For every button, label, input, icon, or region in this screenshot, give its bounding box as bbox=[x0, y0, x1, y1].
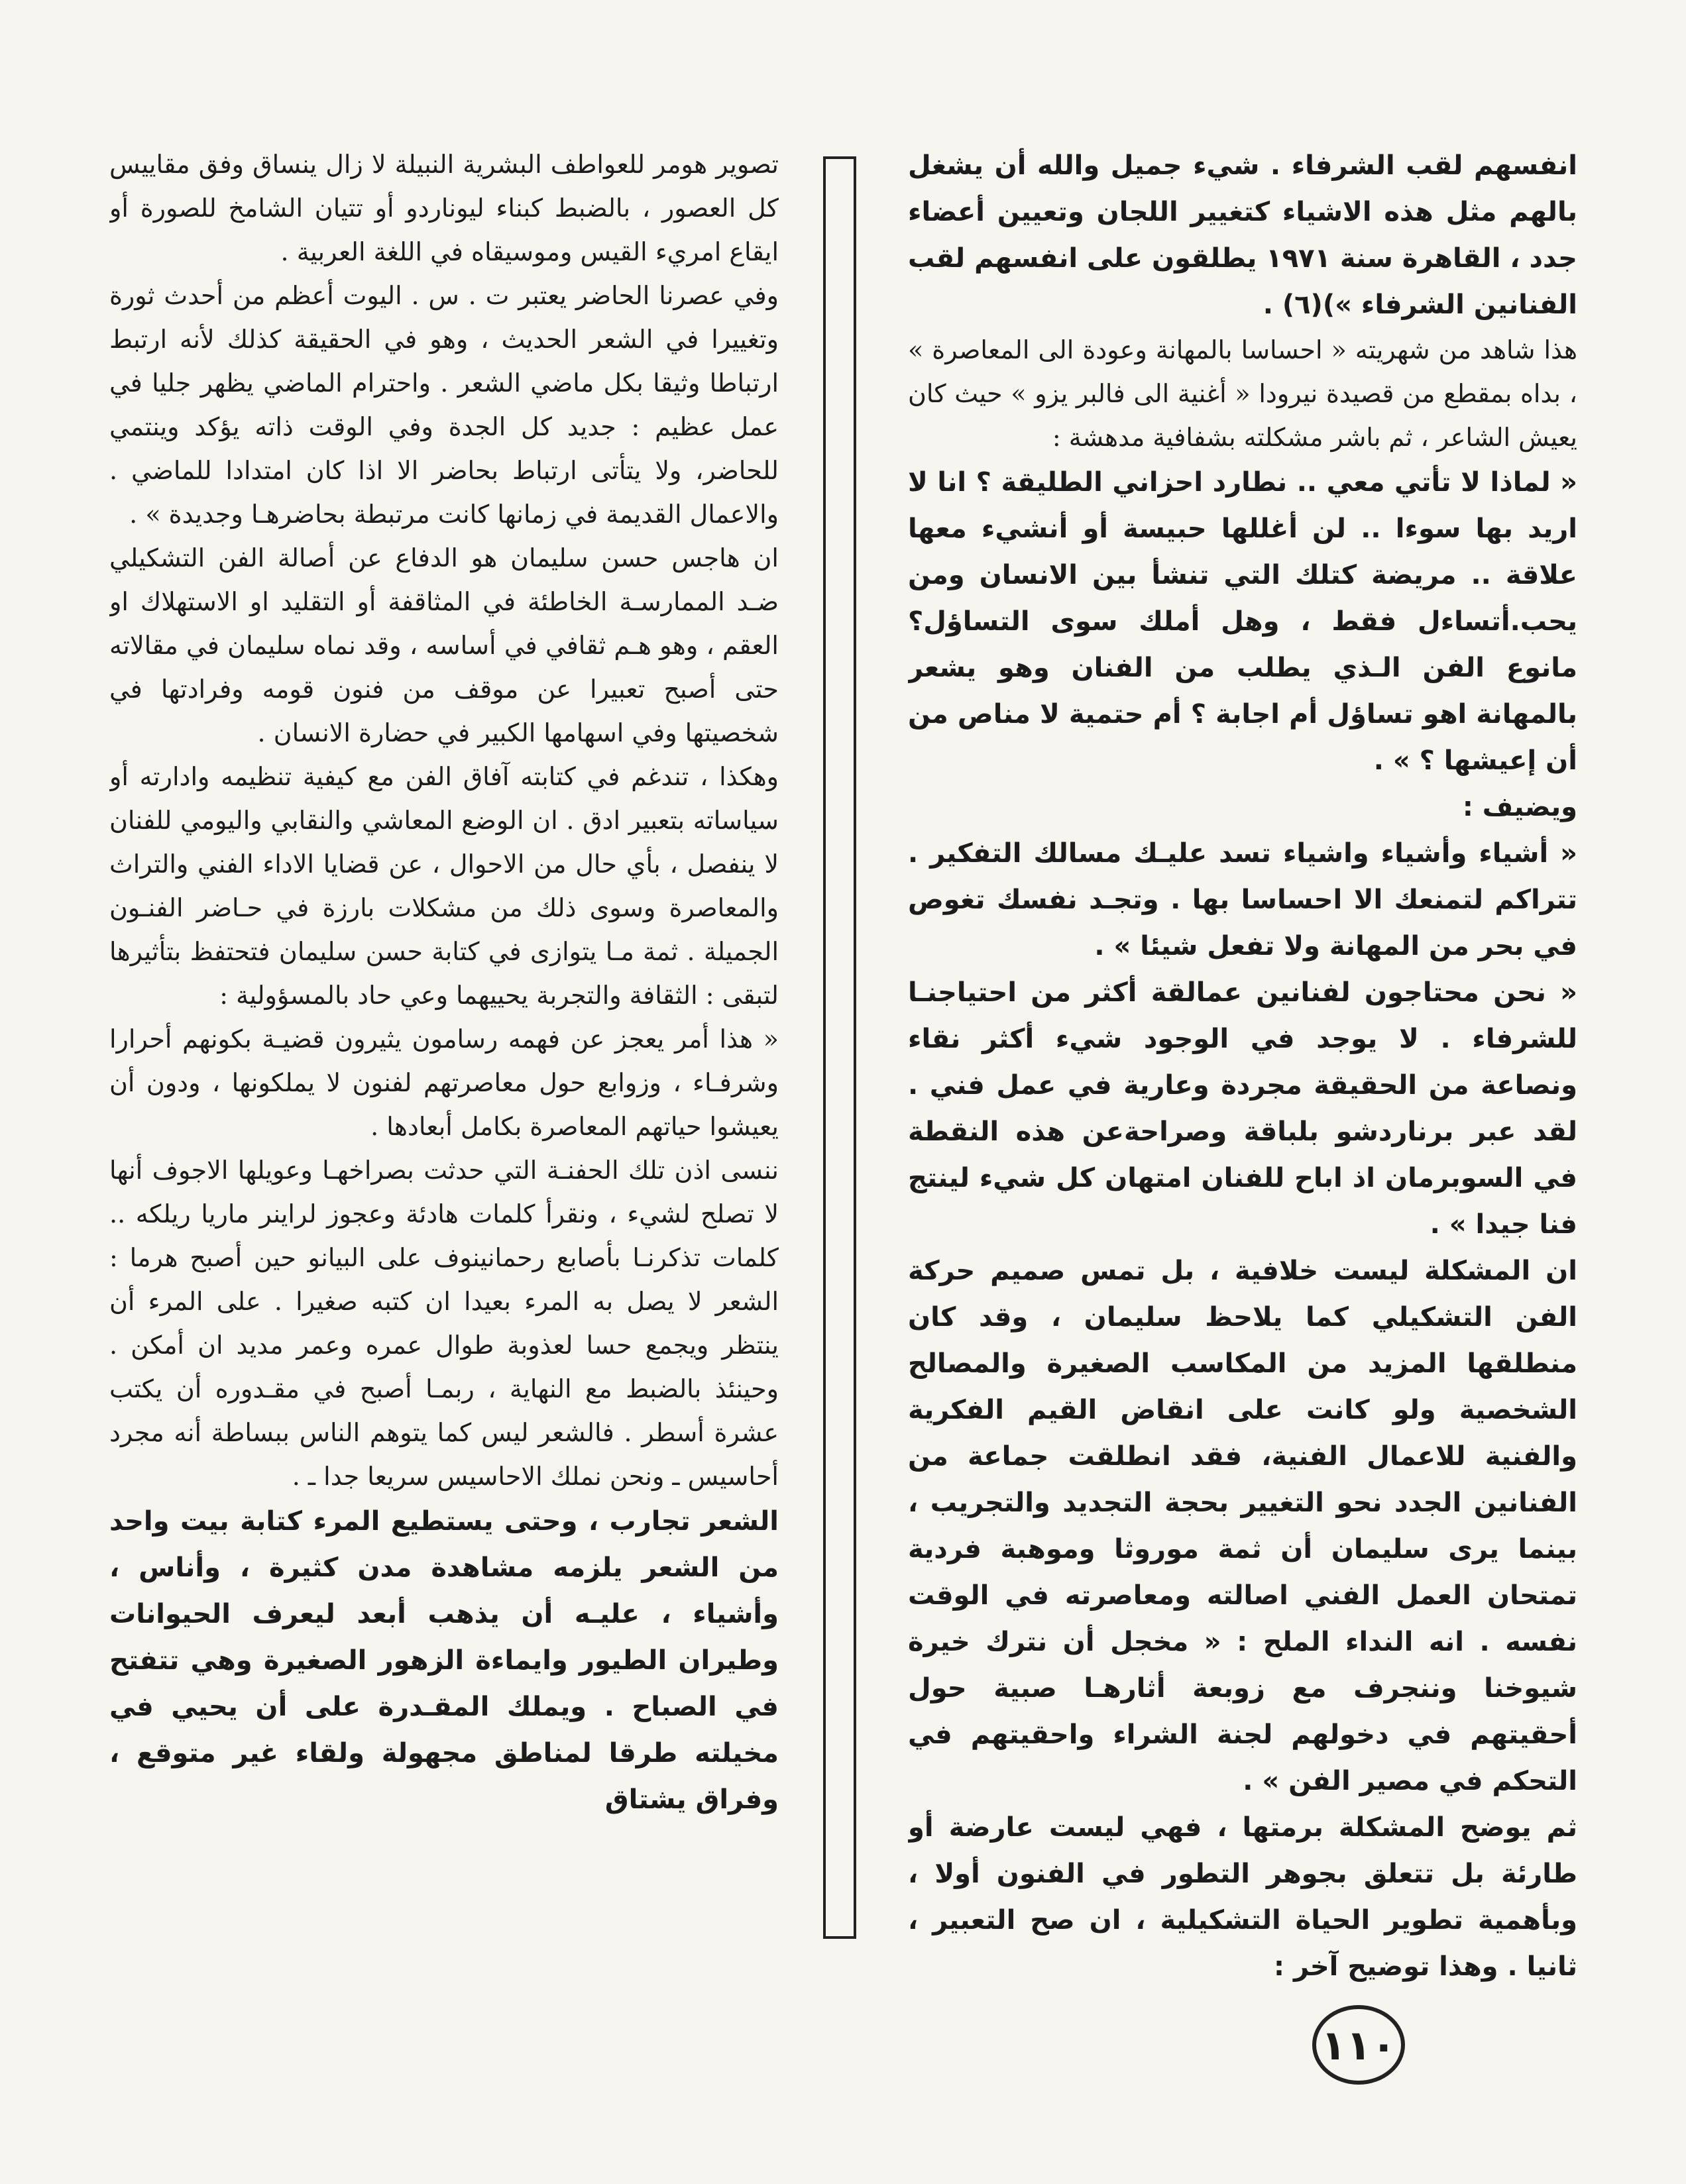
paragraph: ويضيف : bbox=[1462, 792, 1577, 822]
column-divider-bar bbox=[823, 156, 856, 1939]
paragraph: « أشياء وأشياء واشياء تسد عليـك مسالك التفكير . تتراكم لتمنعك الا احساسا بها . وتجـد نفسك تغوص في بحر من المهانة ولا تفعل شيئا » . bbox=[908, 838, 1577, 961]
paragraph: ثم يوضح المشكلة برمتها ، فهي ليست عارضة أو طارئة بل تتعلق بجوهر التطور في الفنون أولا ، وبأهمية تطوير الحياة التشكيلية ، ان صح التعبير ، ثانيا . وهذا توضيح آخر : bbox=[908, 1812, 1577, 1982]
paragraph: هذا شاهد من شهريته « احساسا بالمهانة وعودة الى المعاصرة » ، بداه بمقطع من قصيدة نيرودا « أغنية الى فالبر يزو » حيث كان يعيش الشاعر ، ثم باشر مشكلته بشفافية مدهشة : bbox=[908, 335, 1577, 452]
paragraph: ننسى اذن تلك الحفنـة التي حدثت بصراخهـا وعويلها الاجوف أنها لا تصلح لشيء ، ونقرأ كلمات هادئة وعجوز لراينر ماريا ريلكه .. كلمات تذكرنـا بأصابع رحمانينوف على البيانو حين أصبح هرما : الشعر لا يصل به المرء بعيدا ان كتبه صغيرا . على المرء أن ينتظر ويجمع حسا لعذوبة طوال عمره وعمر مديد ان أمكن . وحينئذ بالضبط مع النهاية ، ربمـا أصبح في مقـدوره أن يكتب عشرة أسطر . فالشعر ليس كما يتوهم الناس ببساطة أنه مجرد أحاسيس ـ ونحن نملك الاحاسيس سريعا جدا ـ . bbox=[109, 1156, 779, 1491]
paragraph: « هذا أمر يعجز عن فهمه رسامون يثيرون قضيـة بكونهم أحرارا وشرفـاء ، وزوابع حول معاصرتهم لفنون لا يملكونها ، ودون أن يعيشوا حياتهم المعاصرة بكامل أبعادها . bbox=[109, 1024, 779, 1141]
paragraph: « لماذا لا تأتي معي .. نطارد احزاني الطليقة ؟ انا لا اريد بها سوءا .. لن أغللها حبيسة أو أنشيء معها علاقة .. مريضة كتلك التي تنشأ بين الانسان ومن يحب.أتساءل فقط ، وهل أملك سوى التساؤل؟ مانوع الفن الـذي يطلب من الفنان وهو يشعر بالمهانة اهو تساؤل أم اجابة ؟ أم حتمية لا مناص من أن إعيشها ؟ » . bbox=[908, 467, 1577, 776]
paragraph: وهكذا ، تندغم في كتابته آفاق الفن مع كيفية تنظيمه وادارته أو سياساته بتعبير ادق . ان الوضع المعاشي والنقابي واليومي للفنان لا ينفصل ، بأي حال من الاحوال ، عن قضايا الاداء الفني والتراث والمعاصرة وسوى ذلك من مشكلات بارزة في حـاضر الفنـون الجميلة . ثمة مـا يتوازى في كتابة حسن سليمان فتحتفظ بتأثيرها لتبقى : الثقافة والتجربة يحييهما وعي حاد بالمسؤولية : bbox=[109, 762, 779, 1010]
paragraph: « نحن محتاجون لفنانين عمالقة أكثر من احتياجنـا للشرفاء . لا يوجد في الوجود شيء أكثر نقاء ونصاعة من الحقيقة مجردة وعارية في عمل فني . لقد عبر برناردشو بلباقة وصراحةعن هذه النقطة في السوبرمان اذ اباح للفنان امتهان كل شيء لينتج فنا جيدا » . bbox=[908, 977, 1577, 1240]
paragraph: وفي عصرنا الحاضر يعتبر ت . س . اليوت أعظم من أحدث ثورة وتغييرا في الشعر الحديث ، وهو في الحقيقة كذلك لأنه ارتبط ارتباطا وثيقا بكل ماضي الشعر . واحترام الماضي يظهر جليا في عمل عظيم : جديد كل الجدة وفي الوقت ذاته يؤكد وينتمي للحاضر، ولا يتأتى ارتباط بحاضر الا اذا كان امتدادا للماضي . والاعمال القديمة في زمانها كانت مرتبطة بحاضرهـا وجديدة » . bbox=[109, 281, 779, 529]
right-text-column bbox=[908, 142, 1577, 1998]
paragraph: تصوير هومر للعواطف البشرية النبيلة لا زال ينساق وفق مقاييس كل العصور ، بالضبط كبناء ليوناردو أو تتيان الشامخ للصورة أو ايقاع امريء القيس وموسيقاه في اللغة العربية . bbox=[109, 150, 779, 266]
paragraph: الشعر تجارب ، وحتى يستطيع المرء كتابة بيت واحد من الشعر يلزمه مشاهدة مدن كثيرة ، وأناس ، وأشياء ، عليـه أن يذهب أبعد ليعرف الحيوانات وطيران الطيور وايماءة الزهور الصغيرة وهي تتفتح في الصباح . ويملك المقـدرة على أن يحيي في مخيلته طرقا لمناطق مجهولة ولقاء غير متوقع ، وفراق يشتاق bbox=[109, 1506, 779, 1815]
paragraph: انفسهم لقب الشرفاء . شيء جميل والله أن يشغل بالهم مثل هذه الاشياء كتغيير اللجان وتعيين أعضاء جدد ، القاهرة سنة ١٩٧١ يطلقون على انفسهم لقب الفنانين الشرفاء »)(٦) . bbox=[908, 150, 1577, 320]
paragraph: ان هاجس حسن سليمان هو الدفاع عن أصالة الفن التشكيلي ضـد الممارسـة الخاطئة في المثاقفة أو التقليد او الاستهلاك او العقم ، وهو هـم ثقافي في أساسه ، وقد نماه سليمان في مقالاته حتى أصبح تعبيرا عن موقف من فنون قومه وفرادتها في شخصيتها وفي اسهامها الكبير في حضارة الانسان . bbox=[109, 543, 779, 747]
page-number-circle: ١١٠ bbox=[1312, 2005, 1405, 2085]
left-text-column bbox=[109, 142, 779, 1998]
paragraph: ان المشكلة ليست خلافية ، بل تمس صميم حركة الفن التشكيلي كما يلاحظ سليمان ، وقد كان منطلقها المزيد من المكاسب الصغيرة والمصالح الشخصية ولو كانت على انقاض القيم الفكرية والفنية للاعمال الفنية، فقد انطلقت جماعة من الفنانين الجدد نحو التغيير بحجة التجديد والتجريب ، بينما يرى سليمان أن ثمة موروثا وموهبة فردية تمتحان العمل الفني اصالته ومعاصرته في الوقت نفسه . انه النداء الملح : « مخجل أن نترك خيرة شيوخنا وننجرف مع زوبعة أثارهـا صبية حول أحقيتهم في دخولهم لجنة الشراء واحقيتهم في التحكم في مصير الفن » . bbox=[908, 1256, 1577, 1796]
paragraph bbox=[908, 1990, 1577, 1998]
